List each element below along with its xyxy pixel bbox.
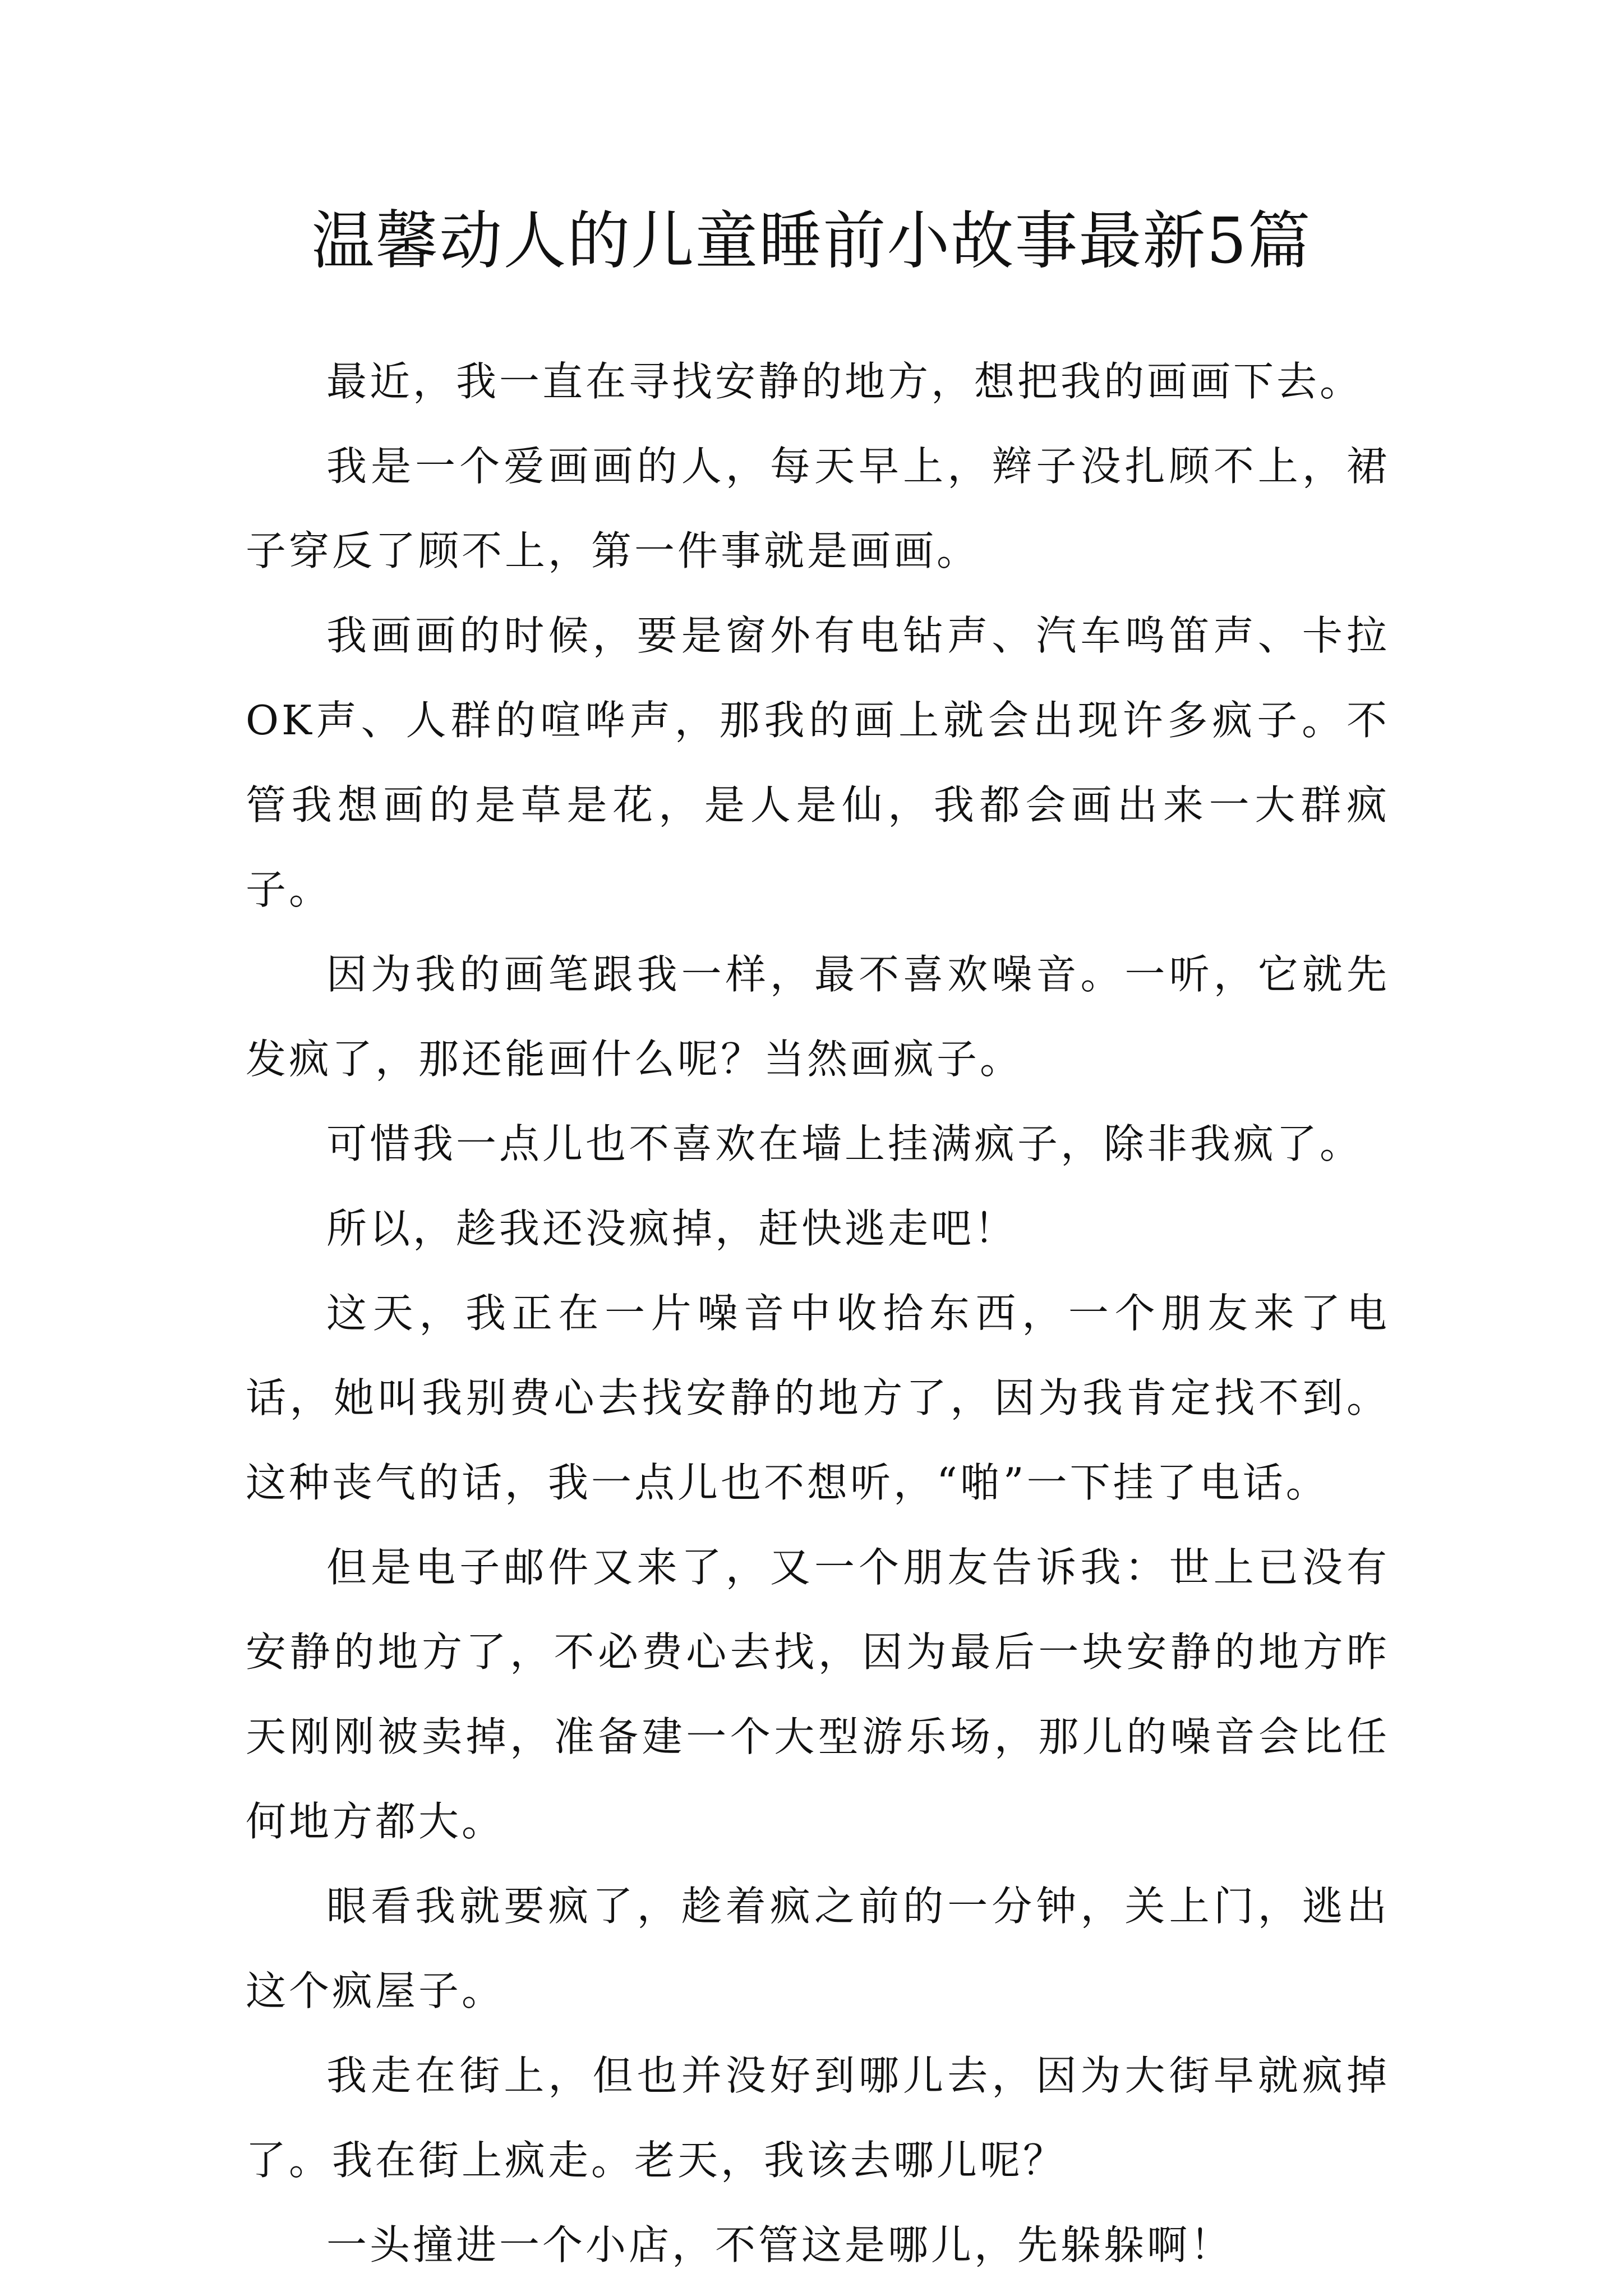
paragraph: 我画画的时候，要是窗外有电钻声、汽车鸣笛声、卡拉OK声、人群的喧哗声，那我的画上就会出现许多疯子。不管我想画的是草是花，是人是仙，我都会画出来一大群疯子。 (246, 612, 1390, 913)
paragraph: 我是一个爱画画的人，每天早上，辫子没扎顾不上，裙子穿反了顾不上，第一件事就是画画。 (246, 443, 1390, 574)
paragraph: 所以，趁我还没疯掉，赶快逃走吧！ (326, 1205, 1018, 1252)
paragraph: 一头撞进一个小店，不管这是哪儿，先躲躲啊！ (326, 2221, 1234, 2269)
paragraph: 眼看我就要疯了，趁着疯之前的一分钟，关上门，逃出这个疯屋子。 (246, 1883, 1390, 2014)
paragraph: 我走在街上，但也并没好到哪儿去，因为大街早就疯掉了。我在街上疯走。老天，我该去哪儿呢？ (246, 2052, 1390, 2184)
document-body (246, 339, 1390, 2288)
paragraph: 最近，我一直在寻找安静的地方，想把我的画画下去。 (326, 358, 1363, 405)
paragraph: 但是电子邮件又来了，又一个朋友告诉我：世上已没有安静的地方了，不必费心去找，因为最后一块安静的地方昨天刚刚被卖掉，准备建一个大型游乐场，那儿的噪音会比任何地方都大。 (246, 1544, 1390, 1845)
paragraph: 因为我的画笔跟我一样，最不喜欢噪音。一听，它就先发疯了，那还能画什么呢？当然画疯子。 (246, 951, 1390, 1083)
paragraph: 可惜我一点儿也不喜欢在墙上挂满疯子，除非我疯了。 (326, 1120, 1363, 1167)
document-title: 温馨动人的儿童睡前小故事最新5篇 (311, 205, 1312, 278)
paragraph: 这天，我正在一片噪音中收拾东西，一个朋友来了电话，她叫我别费心去找安静的地方了，因为我肯定找不到。这种丧气的话，我一点儿也不想听，“啪”一下挂了电话。 (246, 1290, 1390, 1506)
